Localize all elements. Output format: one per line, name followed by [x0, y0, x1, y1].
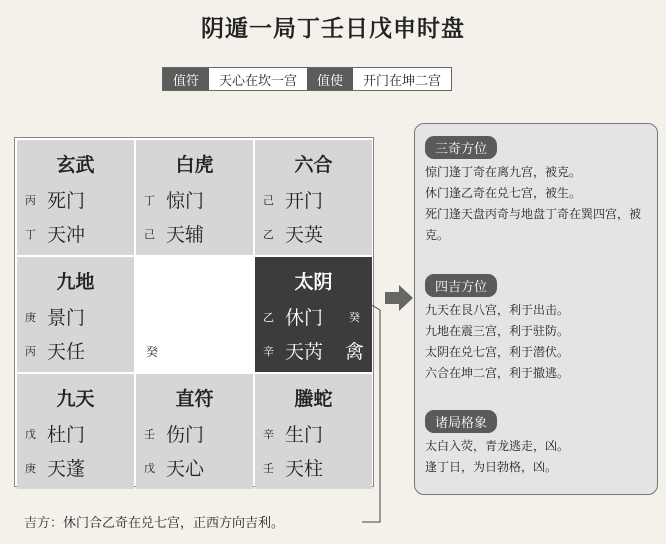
- footer-label: 吉方：: [24, 516, 64, 531]
- palace-gen-8: [17, 374, 134, 489]
- section-header-siji: 四吉方位: [425, 274, 497, 297]
- god-label: 玄武: [56, 154, 95, 176]
- text-line: 死门逢天盘丙奇与地盘丁奇在巽四宫，被克。: [425, 207, 642, 242]
- stem: 丁: [25, 227, 36, 241]
- geju-text: [425, 436, 649, 478]
- footer-text: 休门合乙奇在兑七宫，正西方向吉利。: [63, 516, 285, 531]
- text-line: 逢丁日，为日勃格，凶。: [425, 460, 558, 474]
- stem: 戊: [144, 461, 155, 475]
- text-line: 六合在坤二宫，利于撤逃。: [425, 366, 570, 380]
- star: 天蓬: [47, 458, 86, 480]
- stem: 壬: [144, 427, 155, 441]
- star: 天冲: [47, 224, 86, 246]
- sanqi-text: [425, 162, 649, 246]
- text-line: 九天在艮八宫，利于出击。: [425, 303, 570, 317]
- stem: 己: [144, 227, 155, 241]
- siji-text: [425, 300, 649, 384]
- stem: 庚: [25, 310, 36, 324]
- text-line: 惊门逢丁奇在离九宫，被克。: [425, 165, 582, 179]
- palace-li-9: [136, 140, 253, 255]
- palace-xun-4: [17, 140, 134, 255]
- center-stem: 癸: [146, 345, 159, 359]
- stem: 辛: [263, 427, 274, 441]
- god-label: 直符: [175, 388, 214, 410]
- stem: 庚: [25, 461, 36, 475]
- door: 死门: [47, 190, 86, 212]
- stem: 丙: [25, 344, 36, 358]
- extra-star: 禽: [345, 341, 365, 363]
- palace-zhen-3: [17, 257, 134, 372]
- star: 天英: [285, 224, 324, 246]
- palace-center-5: [136, 257, 253, 372]
- text-line: 休门逢乙奇在兑七宫，被生。: [425, 186, 582, 200]
- palace-kan-1: [136, 374, 253, 489]
- connector-line: [350, 300, 390, 530]
- analysis-panel: [414, 123, 658, 495]
- star: 天辅: [166, 224, 205, 246]
- stem: 丁: [144, 193, 155, 207]
- god-label: 六合: [294, 154, 333, 176]
- text-line: 九地在震三宫，利于驻防。: [425, 324, 570, 338]
- god-label: 九地: [56, 271, 95, 293]
- stem: 戊: [25, 427, 36, 441]
- zhishi-value: 开门在坤二宫: [353, 68, 451, 90]
- stem: 乙: [263, 227, 274, 241]
- star: 天柱: [285, 458, 324, 480]
- door: 开门: [285, 190, 324, 212]
- door: 惊门: [166, 190, 205, 212]
- door: 生门: [285, 424, 324, 446]
- door: 休门: [285, 307, 324, 329]
- god-label: 九天: [56, 388, 95, 410]
- god-label: 太阴: [294, 271, 333, 293]
- stem: 乙: [263, 310, 274, 324]
- stem: 辛: [263, 344, 274, 358]
- section-header-sanqi: 三奇方位: [425, 136, 497, 159]
- text-line: 太白入荧，青龙逃走，凶。: [425, 439, 570, 453]
- palace-kun-2: [255, 140, 372, 255]
- star: 天芮: [285, 341, 324, 363]
- god-label: 白虎: [175, 154, 214, 176]
- stem: 丙: [25, 193, 36, 207]
- section-header-geju: 诸局格象: [425, 410, 497, 433]
- palace-grid: [14, 137, 374, 487]
- zhifu-label: 值符: [163, 68, 209, 90]
- info-bar: [162, 67, 452, 91]
- stem: 己: [263, 193, 274, 207]
- extra-stem: 癸: [349, 311, 360, 324]
- page-title: 阴遁一局丁壬日戊申时盘: [201, 16, 465, 42]
- star: 天心: [166, 458, 205, 480]
- text-line: 太阴在兑七宫，利于潜伏。: [425, 345, 570, 359]
- stem: 壬: [263, 461, 274, 475]
- door: 杜门: [47, 424, 86, 446]
- zhifu-value: 天心在坎一宫: [209, 68, 307, 90]
- door: 景门: [47, 307, 86, 329]
- star: 天任: [47, 341, 86, 363]
- god-label: 螣蛇: [294, 388, 333, 410]
- zhishi-label: 值使: [307, 68, 353, 90]
- footer-note: [24, 512, 284, 531]
- door: 伤门: [166, 424, 205, 446]
